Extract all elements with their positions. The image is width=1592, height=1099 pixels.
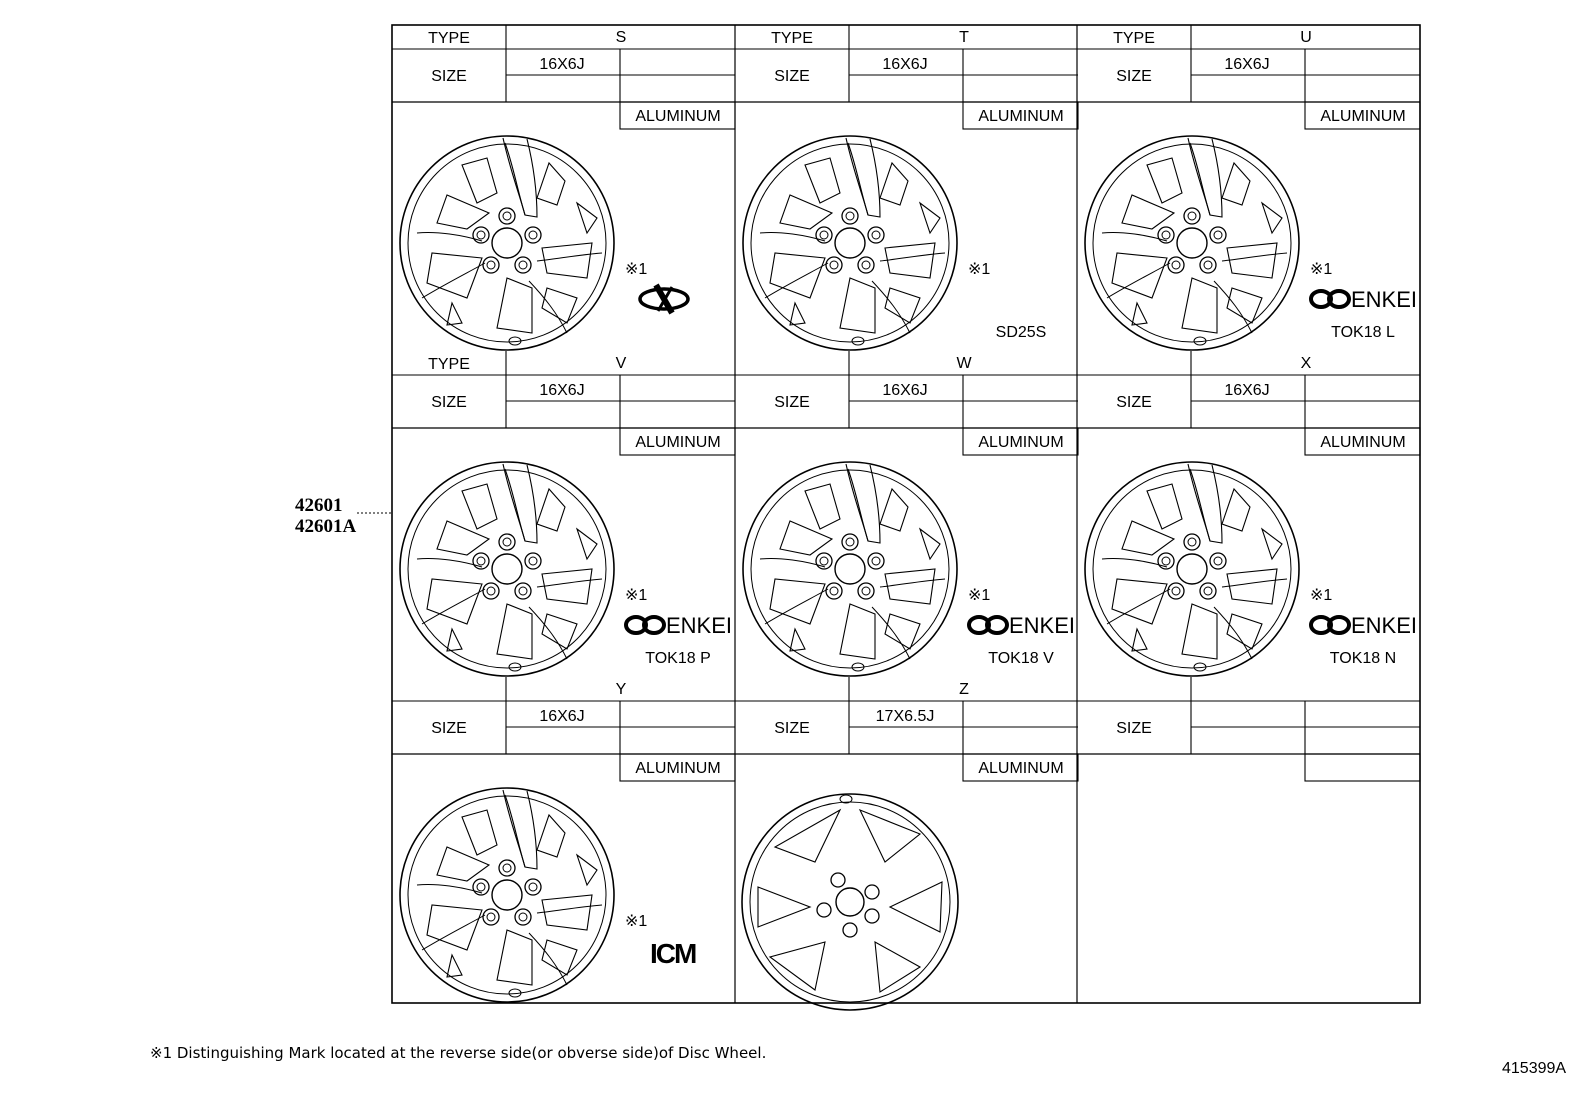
material-label: ALUMINUM [1320, 108, 1406, 125]
wheel-cell-T [735, 25, 1078, 350]
type-value: X [1300, 355, 1312, 372]
type-label: TYPE [1113, 30, 1155, 47]
size-value: 16X6J [882, 56, 928, 73]
size-value: 17X6.5J [875, 708, 935, 725]
figure-number: 415399A [1502, 1060, 1567, 1077]
size-value: 16X6J [882, 382, 928, 399]
material-label: ALUMINUM [1320, 434, 1406, 451]
wheel-cell-U [1077, 25, 1420, 350]
mark-code: TOK18 P [645, 650, 711, 667]
mark-code: TOK18 V [988, 650, 1054, 667]
mark-code: TOK18 N [1329, 650, 1397, 667]
material-label: ALUMINUM [635, 434, 721, 451]
size-value: 16X6J [1224, 382, 1270, 399]
twisted-spoke-wheel-drawing [400, 462, 614, 676]
material-box [1305, 754, 1420, 781]
size-label: SIZE [431, 68, 467, 85]
size-value: 16X6J [539, 56, 585, 73]
enkei-logo-icon [626, 617, 664, 633]
size-label: SIZE [774, 68, 810, 85]
twisted-spoke-wheel-drawing [400, 788, 614, 1002]
type-value: V [615, 355, 627, 372]
size-label: SIZE [774, 394, 810, 411]
twisted-spoke-wheel-drawing [1085, 136, 1299, 350]
mark-note: ※1 [1310, 587, 1333, 604]
twisted-spoke-wheel-drawing [743, 462, 957, 676]
size-label: SIZE [1116, 394, 1152, 411]
material-label: ALUMINUM [635, 760, 721, 777]
size-label: SIZE [1116, 720, 1152, 737]
wheel-cell-S [392, 25, 735, 350]
mark-note: ※1 [1310, 261, 1333, 278]
enkei-logo-text: ENKEI [1351, 287, 1418, 312]
material-label: ALUMINUM [978, 434, 1064, 451]
mark-note: ※1 [625, 913, 648, 930]
type-label: TYPE [428, 356, 470, 373]
enkei-logo-icon [1311, 617, 1349, 633]
size-value: 16X6J [539, 382, 585, 399]
size-label: SIZE [431, 720, 467, 737]
type-value: U [1300, 29, 1312, 46]
material-label: ALUMINUM [978, 108, 1064, 125]
wheel-cell-V [392, 351, 735, 676]
star-spoke-wheel-drawing [742, 794, 958, 1010]
type-label: TYPE [428, 30, 470, 47]
enkei-logo-icon [1311, 291, 1349, 307]
twisted-spoke-wheel-drawing [1085, 462, 1299, 676]
type-value: Y [615, 681, 627, 698]
enkei-logo-text: ENKEI [666, 613, 733, 638]
wheel-cell-Y [392, 677, 735, 1002]
icm-logo: ICM [650, 938, 696, 969]
enkei-logo-icon [969, 617, 1007, 633]
size-label: SIZE [1116, 68, 1152, 85]
wheel-cell-W [735, 351, 1078, 676]
type-label: TYPE [771, 30, 813, 47]
type-value: S [615, 29, 627, 46]
wheel-cell-Z [735, 677, 1078, 1010]
enkei-logo-text: ENKEI [1351, 613, 1418, 638]
size-value: 16X6J [1224, 56, 1270, 73]
ss-logo-icon [640, 285, 688, 313]
material-label: ALUMINUM [978, 760, 1064, 777]
type-value: W [956, 355, 972, 372]
part-number-primary: 42601 [295, 495, 343, 516]
part-number-secondary: 42601A [295, 516, 357, 537]
mark-code: SD25S [995, 324, 1047, 341]
wheel-cell-blank [1077, 677, 1420, 781]
material-label: ALUMINUM [635, 108, 721, 125]
twisted-spoke-wheel-drawing [743, 136, 957, 350]
type-value: Z [959, 681, 969, 698]
footnote: ※1 Distinguishing Mark located at the reverse side(or obverse side)of Disc Wheel. [150, 1044, 767, 1062]
size-label: SIZE [774, 720, 810, 737]
wheel-cell-X [1077, 351, 1420, 676]
size-label: SIZE [431, 394, 467, 411]
mark-note: ※1 [625, 587, 648, 604]
type-value: T [959, 29, 969, 46]
twisted-spoke-wheel-drawing [400, 136, 614, 350]
mark-code: TOK18 L [1331, 324, 1395, 341]
enkei-logo-text: ENKEI [1009, 613, 1076, 638]
mark-note: ※1 [968, 261, 991, 278]
mark-note: ※1 [968, 587, 991, 604]
size-value: 16X6J [539, 708, 585, 725]
mark-note: ※1 [625, 261, 648, 278]
